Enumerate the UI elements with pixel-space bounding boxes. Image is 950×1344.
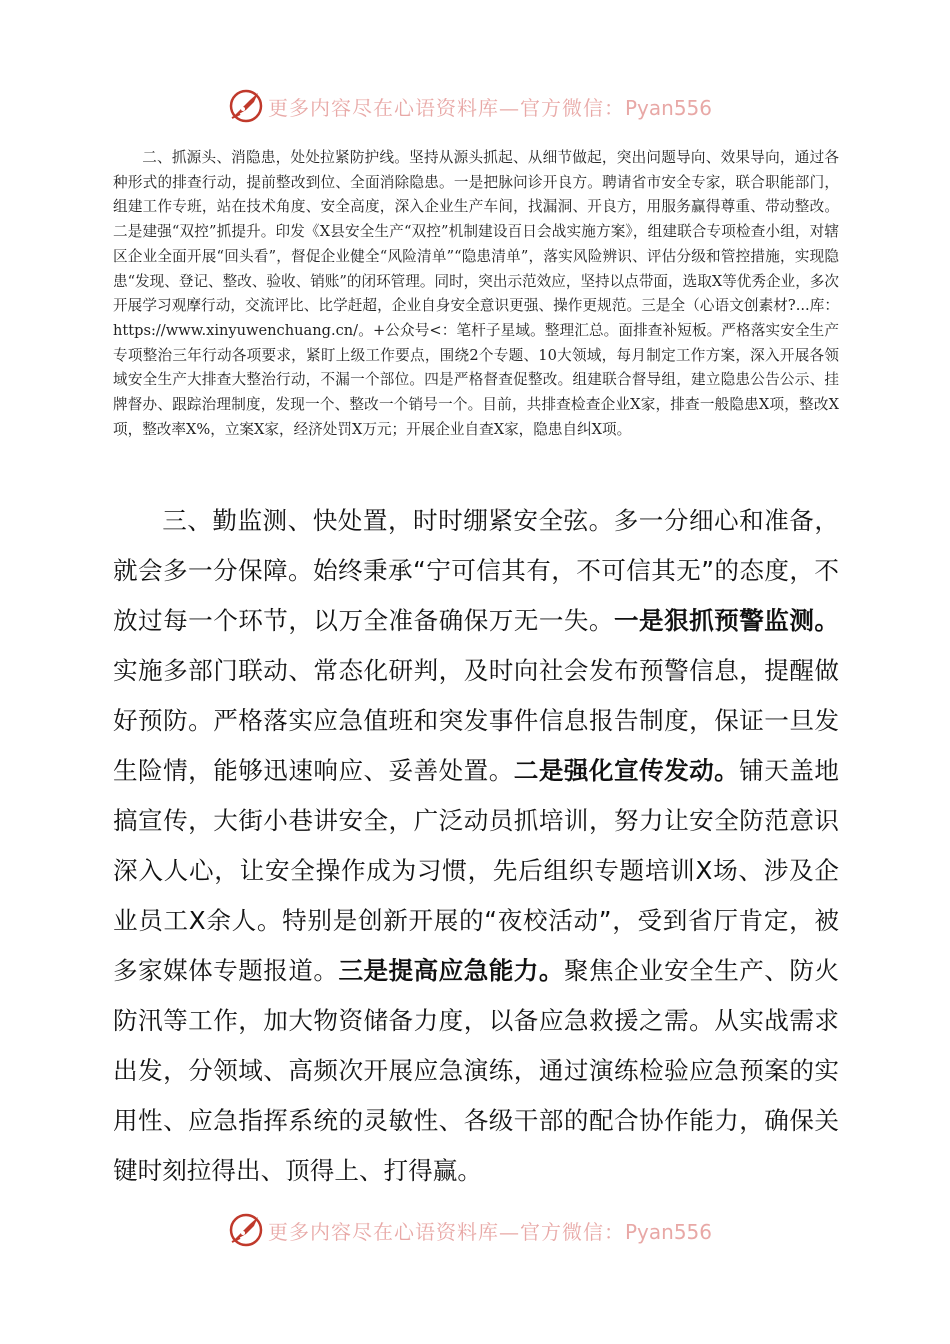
section-3-text-3: 铺天盖地搞宣传，大街小巷讲安全，广泛动员抓培训，努力让安全防范意识深入人心，让安全操作成为习惯，先后组织专题培训X场、涉及企业员工X余人。特别是创新开展的“夜校活动”，受到省厅肯定，被多家媒体专题报道。 [113, 756, 839, 985]
section-3-text-2: 实施多部门联动、常态化研判，及时向社会发布预警信息，提醒做好预防。严格落实应急值班和突发事件信息报告制度，保证一旦发生险情，能够迅速响应、妥善处置。 [113, 656, 839, 785]
section-3-bold-3: 三是提高应急能力。 [338, 956, 564, 985]
watermark-banner-bottom [228, 1210, 748, 1250]
section-3-text-4: 聚焦企业安全生产、防火防汛等工作，加大物资储备力度，以备应急救援之需。从实战需求出发，分领域、高频次开展应急演练，通过演练检验应急预案的实用性、应急指挥系统的灵敏性、各级干部的配合协作能力，确保关键时刻拉得出、顶得上、打得赢。 [113, 956, 839, 1185]
section-3-paragraph [113, 496, 839, 1196]
section-3-bold-1: 一是狠抓预警监测。 [613, 606, 839, 635]
watermark-banner-top [228, 86, 748, 126]
pen-logo-icon [228, 88, 264, 124]
section-3-text-1: 三、勤监测、快处置，时时绷紧安全弦。多一分细心和准备，就会多一分保障。始终秉承“宁可信其有，不可信其无”的态度，不放过每一个环节，以万全准备确保万无一失。 [113, 506, 839, 635]
watermark-wechat-id: Pyan556 [625, 1219, 713, 1244]
watermark-text: 更多内容尽在心语资料库—官方微信：Pyan556 [268, 1219, 713, 1244]
watermark-text: 更多内容尽在心语资料库—官方微信：Pyan556 [268, 95, 713, 120]
pen-logo-icon [228, 1212, 264, 1248]
section-2-paragraph: 二、抓源头、消隐患，处处拉紧防护线。坚持从源头抓起、从细节做起，突出问题导向、效果导向，通过各种形式的排查行动，提前整改到位、全面消除隐患。一是把脉问诊开良方。聘请省市安全专家，联合职能部门，组建工作专班，站在技术角度、安全高度，深入企业生产车间，找漏洞、开良方，用服务赢得尊重、带动整改。二是建强“双控”抓提升。印发《X县安全生产“双控”机制建设百日会战实施方案》，组建联合专项检查小组，对辖区企业全面开展“回头看”，督促企业健全“风险清单”“隐患清单”，落实风险辨识、评估分级和管控措施，实现隐患“发现、登记、整改、验收、销账”的闭环管理。同时，突出示范效应，坚持以点带面，选取X等优秀企业，多次开展学习观摩行动，交流评比、比学赶超，企业自身安全意识更强、操作更规范。三是全（心语文创素材?...库：https://www.xinyuwenchuang.cn/。+公众号<：笔杆子星域。整理汇总。面排查补短板。严格落实安全生产专项整治三年行动各项要求，紧盯上级工作要点，围绕2个专题、10大领域，每月制定工作方案，深入开展各领域安全生产大排查大整治行动，不漏一个部位。四是严格督查促整改。组建联合督导组，建立隐患公告公示、挂牌督办、跟踪治理制度，发现一个、整改一个销号一个。目前，共排查检查企业X家，排查一般隐患X项，整改X项，整改率X%，立案X家，经济处罚X万元；开展企业自查X家，隐患自纠X项。 [113, 149, 839, 438]
watermark-wechat-id: Pyan556 [625, 95, 713, 120]
section-3-bold-2: 二是强化宣传发动。 [513, 756, 740, 785]
